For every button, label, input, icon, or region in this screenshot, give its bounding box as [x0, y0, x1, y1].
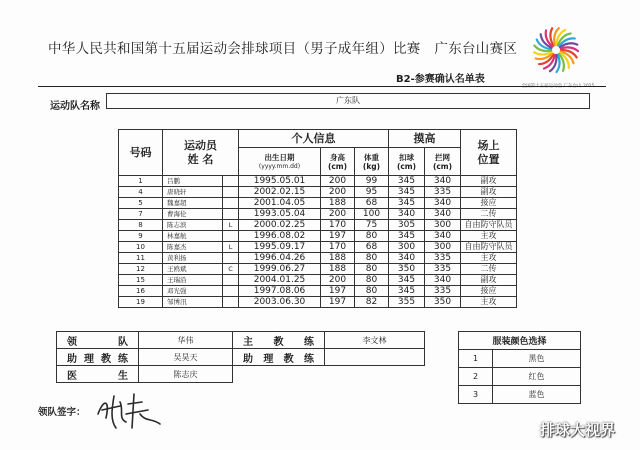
player-role-mark: [223, 297, 239, 308]
player-number: 5: [119, 198, 163, 209]
player-spike-reach: 340: [389, 209, 425, 220]
assistant-coach-label-char: 练: [118, 353, 128, 365]
roster-row: [119, 187, 517, 198]
player-role-mark: [223, 275, 239, 286]
player-position: 二传: [461, 209, 517, 220]
player-birth-date: 2002.02.15: [239, 187, 321, 198]
player-role-mark: [223, 253, 239, 264]
logo-petal: [550, 28, 553, 45]
assistant-coach-label-2-char: 教: [283, 353, 294, 365]
player-number: 12: [119, 264, 163, 275]
kit-color-option: [459, 368, 581, 386]
player-weight: 100: [355, 209, 389, 220]
player-birth-date: 1993.05.04: [239, 209, 321, 220]
assistant-coach-label-char: 理: [84, 353, 94, 365]
player-role-mark: [223, 187, 239, 198]
player-block-reach: 350: [425, 297, 461, 308]
player-height: 197: [321, 297, 355, 308]
player-number: 9: [119, 231, 163, 242]
player-name: 曹海伦: [163, 209, 223, 220]
team-name-label: 运动队名称: [50, 101, 100, 112]
player-block-reach: 300: [425, 220, 461, 231]
leader-signature: [90, 388, 170, 434]
player-name: 黄利扬: [163, 253, 223, 264]
player-weight: 80: [355, 264, 389, 275]
header-number: 号码: [119, 130, 163, 176]
logo-caption: 全国第十五届运动会 广东台山 2025: [521, 84, 595, 89]
player-name: 陈嘉杰: [163, 242, 223, 253]
head-coach-label: [233, 332, 325, 349]
player-block-reach: 335: [425, 187, 461, 198]
head-coach-name: 李文林: [325, 332, 425, 349]
roster-row: [119, 253, 517, 264]
player-weight: 99: [355, 176, 389, 187]
player-height: 197: [321, 286, 355, 297]
player-weight: 95: [355, 187, 389, 198]
roster-row: [119, 264, 517, 275]
player-block-reach: 335: [425, 286, 461, 297]
player-weight: 80: [355, 286, 389, 297]
player-height: 170: [321, 242, 355, 253]
player-position: 主攻: [461, 253, 517, 264]
player-name: 王瑞沿: [163, 275, 223, 286]
header-divider: [38, 86, 606, 87]
birth-date-format: (yyyy.mm.dd): [258, 162, 301, 170]
doctor-label-char: 医: [67, 370, 77, 382]
player-birth-date: 1996.08.02: [239, 231, 321, 242]
player-spike-reach: 345: [389, 231, 425, 242]
form-subtitle: B2-参赛确认名单表: [396, 74, 485, 85]
kit-color-name: 蓝色: [493, 386, 581, 404]
leader-signature-label: 领队签字：: [38, 407, 86, 418]
doctor-name: 陈志庆: [139, 366, 233, 383]
leader-name: 华伟: [139, 332, 233, 349]
player-birth-date: 2000.02.25: [239, 220, 321, 231]
player-spike-reach: 355: [389, 297, 425, 308]
player-spike-reach: 350: [389, 264, 425, 275]
header-height: 身高 (cm): [321, 148, 355, 176]
player-role-mark: [223, 231, 239, 242]
player-height: 200: [321, 275, 355, 286]
player-name: 林嘉航: [163, 231, 223, 242]
player-block-reach: 340: [425, 198, 461, 209]
player-weight: 82: [355, 297, 389, 308]
player-height: 200: [321, 209, 355, 220]
player-block-reach: 335: [425, 264, 461, 275]
team-name-field: 广东队: [106, 93, 590, 109]
player-birth-date: 1997.08.06: [239, 286, 321, 297]
player-role-mark: L: [223, 220, 239, 231]
player-block-reach: 300: [425, 242, 461, 253]
player-number: 15: [119, 275, 163, 286]
player-height: 197: [321, 231, 355, 242]
roster-row: [119, 231, 517, 242]
assistant-coach-name: 吴昊天: [139, 349, 233, 366]
roster-row: [119, 297, 517, 308]
player-name: 邹博汛: [163, 297, 223, 308]
logo-petal: [534, 52, 551, 54]
roster-row: [119, 275, 517, 286]
kit-color-option: [459, 350, 581, 368]
player-position: 接应: [461, 198, 517, 209]
player-block-reach: 340: [425, 209, 461, 220]
player-role-mark: [223, 198, 239, 209]
player-role-mark: [223, 286, 239, 297]
doctor-label: [57, 366, 139, 383]
player-position: 副攻: [461, 176, 517, 187]
assistant-coach-label-2-char: 助: [243, 353, 253, 365]
assistant-coach-label-2: [233, 349, 325, 366]
roster-row: [119, 198, 517, 209]
player-spike-reach: 345: [389, 286, 425, 297]
player-number: 16: [119, 286, 163, 297]
doctor-label-char: 生: [118, 370, 128, 382]
birth-date-label: 出生日期: [264, 152, 295, 162]
header-weight: 体重 (kg): [355, 148, 389, 176]
header-birth-date: [239, 148, 321, 176]
player-number: 19: [119, 297, 163, 308]
player-block-reach: 340: [425, 231, 461, 242]
header-reach: 摸高: [389, 130, 461, 148]
player-number: 1: [119, 176, 163, 187]
roster-table: [118, 129, 517, 308]
games-logo: [528, 20, 584, 86]
player-role-mark: C: [223, 264, 239, 275]
player-number: 11: [119, 253, 163, 264]
player-role-mark: [223, 176, 239, 187]
roster-row: [119, 286, 517, 297]
assistant-coach-label-2-char: 练: [303, 353, 314, 365]
player-number: 7: [119, 209, 163, 220]
player-name: 唐晓轩: [163, 187, 223, 198]
player-height: 188: [321, 253, 355, 264]
player-position: 接应: [461, 286, 517, 297]
assistant-coach-label-char: 教: [101, 353, 111, 365]
player-height: 200: [321, 176, 355, 187]
head-coach-label-char: 主: [243, 336, 253, 348]
head-coach-label-char: 教: [273, 336, 284, 348]
player-weight: 75: [355, 220, 389, 231]
player-number: 10: [119, 242, 163, 253]
header-court-position: 场上 位置: [461, 130, 517, 176]
assistant-coach-label-2-char: 理: [263, 353, 274, 365]
player-birth-date: 2004.01.25: [239, 275, 321, 286]
player-weight: 68: [355, 198, 389, 209]
player-birth-date: 2001.04.05: [239, 198, 321, 209]
player-block-reach: 335: [425, 253, 461, 264]
kit-color-number: 2: [459, 368, 493, 386]
player-spike-reach: 345: [389, 275, 425, 286]
header-spike: 扣球 (cm): [389, 148, 425, 176]
player-birth-date: 1995.05.01: [239, 176, 321, 187]
player-weight: 80: [355, 253, 389, 264]
player-position: 副攻: [461, 187, 517, 198]
player-name: 吕鹏: [163, 176, 223, 187]
player-number: 8: [119, 220, 163, 231]
player-weight: 80: [355, 275, 389, 286]
leader-label: [57, 332, 139, 349]
player-block-reach: 340: [425, 176, 461, 187]
player-spike-reach: 345: [389, 198, 425, 209]
player-position: 主攻: [461, 231, 517, 242]
staff-table: [56, 331, 425, 383]
player-role-mark: [223, 209, 239, 220]
assistant-coach-label-char: 助: [67, 353, 77, 365]
player-spike-reach: 345: [389, 187, 425, 198]
player-name: 魏嘉超: [163, 198, 223, 209]
player-number: 4: [119, 187, 163, 198]
player-weight: 68: [355, 242, 389, 253]
head-coach-label-char: 练: [304, 336, 314, 348]
player-position: 自由防守队员: [461, 242, 517, 253]
player-spike-reach: 345: [389, 176, 425, 187]
player-height: 188: [321, 264, 355, 275]
kit-color-number: 3: [459, 386, 493, 404]
kit-color-name: 黑色: [493, 350, 581, 368]
header-block: 拦网 (cm): [425, 148, 461, 176]
player-height: 170: [321, 220, 355, 231]
player-spike-reach: 340: [389, 253, 425, 264]
player-birth-date: 1999.06.27: [239, 264, 321, 275]
player-height: 188: [321, 198, 355, 209]
player-name: 陈志滨: [163, 220, 223, 231]
player-role-mark: L: [223, 242, 239, 253]
player-weight: 80: [355, 231, 389, 242]
player-block-reach: 340: [425, 275, 461, 286]
staff-empty-cell: [233, 366, 425, 383]
player-name: 邓光强: [163, 286, 223, 297]
kit-color-name: 红色: [493, 368, 581, 386]
player-position: 主攻: [461, 297, 517, 308]
player-birth-date: 2003.06.30: [239, 297, 321, 308]
player-spike-reach: 305: [389, 220, 425, 231]
leader-label-char: 队: [118, 336, 128, 348]
roster-row: [119, 242, 517, 253]
assistant-coach-label: [57, 349, 139, 366]
header-athlete-name: 运动员 姓 名: [163, 130, 239, 176]
assistant-coach-name-2: [325, 349, 425, 366]
player-position: 自由防守队员: [461, 220, 517, 231]
roster-row: [119, 176, 517, 187]
kit-color-table: [458, 331, 581, 404]
watermark: 排球大视界: [540, 421, 616, 439]
player-birth-date: 1995.09.17: [239, 242, 321, 253]
player-spike-reach: 300: [389, 242, 425, 253]
player-birth-date: 1996.04.26: [239, 253, 321, 264]
kit-color-number: 1: [459, 350, 493, 368]
roster-row: [119, 209, 517, 220]
header-personal-info: 个人信息: [239, 130, 389, 148]
kit-color-option: [459, 386, 581, 404]
player-height: 200: [321, 187, 355, 198]
roster-row: [119, 220, 517, 231]
document-title: 中华人民共和国第十五届运动会排球项目（男子成年组）比赛 广东台山赛区: [48, 41, 518, 57]
player-name: 王鸥斌: [163, 264, 223, 275]
player-position: 副攻: [461, 275, 517, 286]
leader-label-char: 领: [67, 336, 77, 348]
kit-color-title: 服装颜色选择: [459, 332, 581, 350]
player-position: 二传: [461, 264, 517, 275]
